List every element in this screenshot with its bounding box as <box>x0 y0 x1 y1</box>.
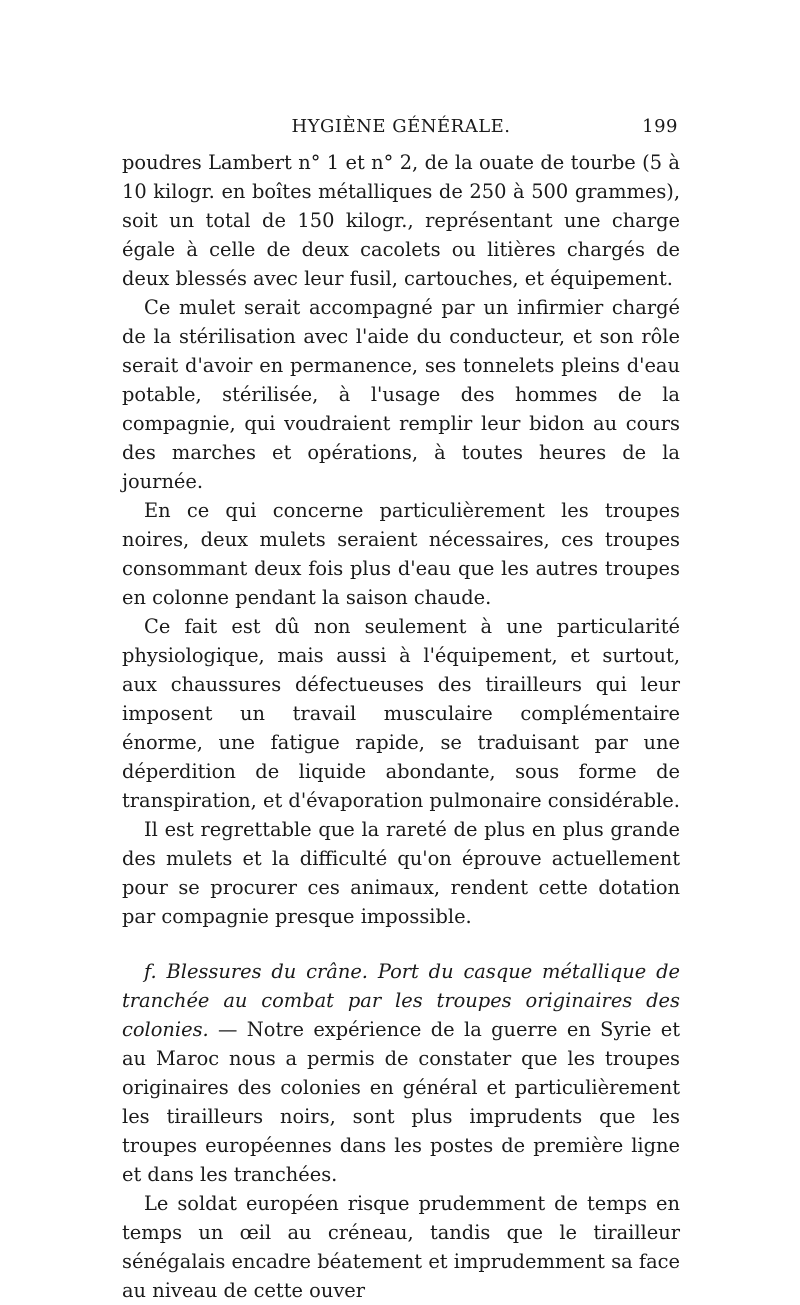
section-f-heading: f. Blessures du crâne. Port du casque métallique de tranchée au combat par les troupes originaires des colonies. <box>122 960 680 1041</box>
section-f-paragraph <box>122 957 680 1189</box>
paragraph-3: En ce qui concerne particulièrement les troupes noires, deux mulets seraient nécessaires, ces troupes consommant deux fois plus d'eau que les autres troupes en colonne pendant la saison chaude. <box>122 499 680 609</box>
body-text <box>122 148 680 1305</box>
section-f-paragraph-2: Le soldat européen risque prudemment de temps en temps un œil au créneau, tandis que le tirailleur sénégalais encadre béatement et imprudemment sa face au niveau de cette ouver <box>122 1192 680 1302</box>
paragraph-4: Ce fait est dû non seulement à une particularité physiologique, mais aussi à l'équipement, et surtout, aux chaussures défectueuses des tirailleurs qui leur imposent un travail musculaire complémentaire énorme, une fatigue rapide, se traduisant par une déperdition de liquide abondante, sous forme de transpiration, et d'évaporation pulmonaire considérable. <box>122 615 680 812</box>
paragraph-2: Ce mulet serait accompagné par un infirmier chargé de la stérilisation avec l'aide du conducteur, et son rôle serait d'avoir en permanence, ses tonnelets pleins d'eau potable, stérilisée, à l'usage des hommes de la compagnie, qui voudraient remplir leur bidon au cours des marches et opérations, à toutes heures de la journée. <box>122 296 680 493</box>
running-header <box>122 112 680 148</box>
running-title: HYGIÈNE GÉNÉRALE. <box>291 116 511 137</box>
paragraph-1: poudres Lambert n° 1 et n° 2, de la ouate de tourbe (5 à 10 kilogr. en boîtes métalliques de 250 à 500 grammes), soit un total de 150 kilogr., représentant une charge égale à celle de deux cacolets ou litières chargés de deux blessés avec leur fusil, cartouches, et équipement. <box>122 151 680 290</box>
book-page <box>122 112 680 1302</box>
paragraph-5: Il est regrettable que la rareté de plus en plus grande des mulets et la difficulté qu'on éprouve actuellement pour se procurer ces animaux, rendent cette dotation par compagnie presque impossible. <box>122 818 680 928</box>
section-f-heading-rest: — Notre expérience de la guerre en Syrie et au Maroc nous a permis de constater que les troupes originaires des colonies en général et particulièrement les tirailleurs noirs, sont plus imprudents que les troupes européennes dans les postes de première ligne et dans les tranchées. <box>122 1018 680 1186</box>
section-spacer <box>122 931 680 957</box>
page-number: 199 <box>642 116 678 137</box>
